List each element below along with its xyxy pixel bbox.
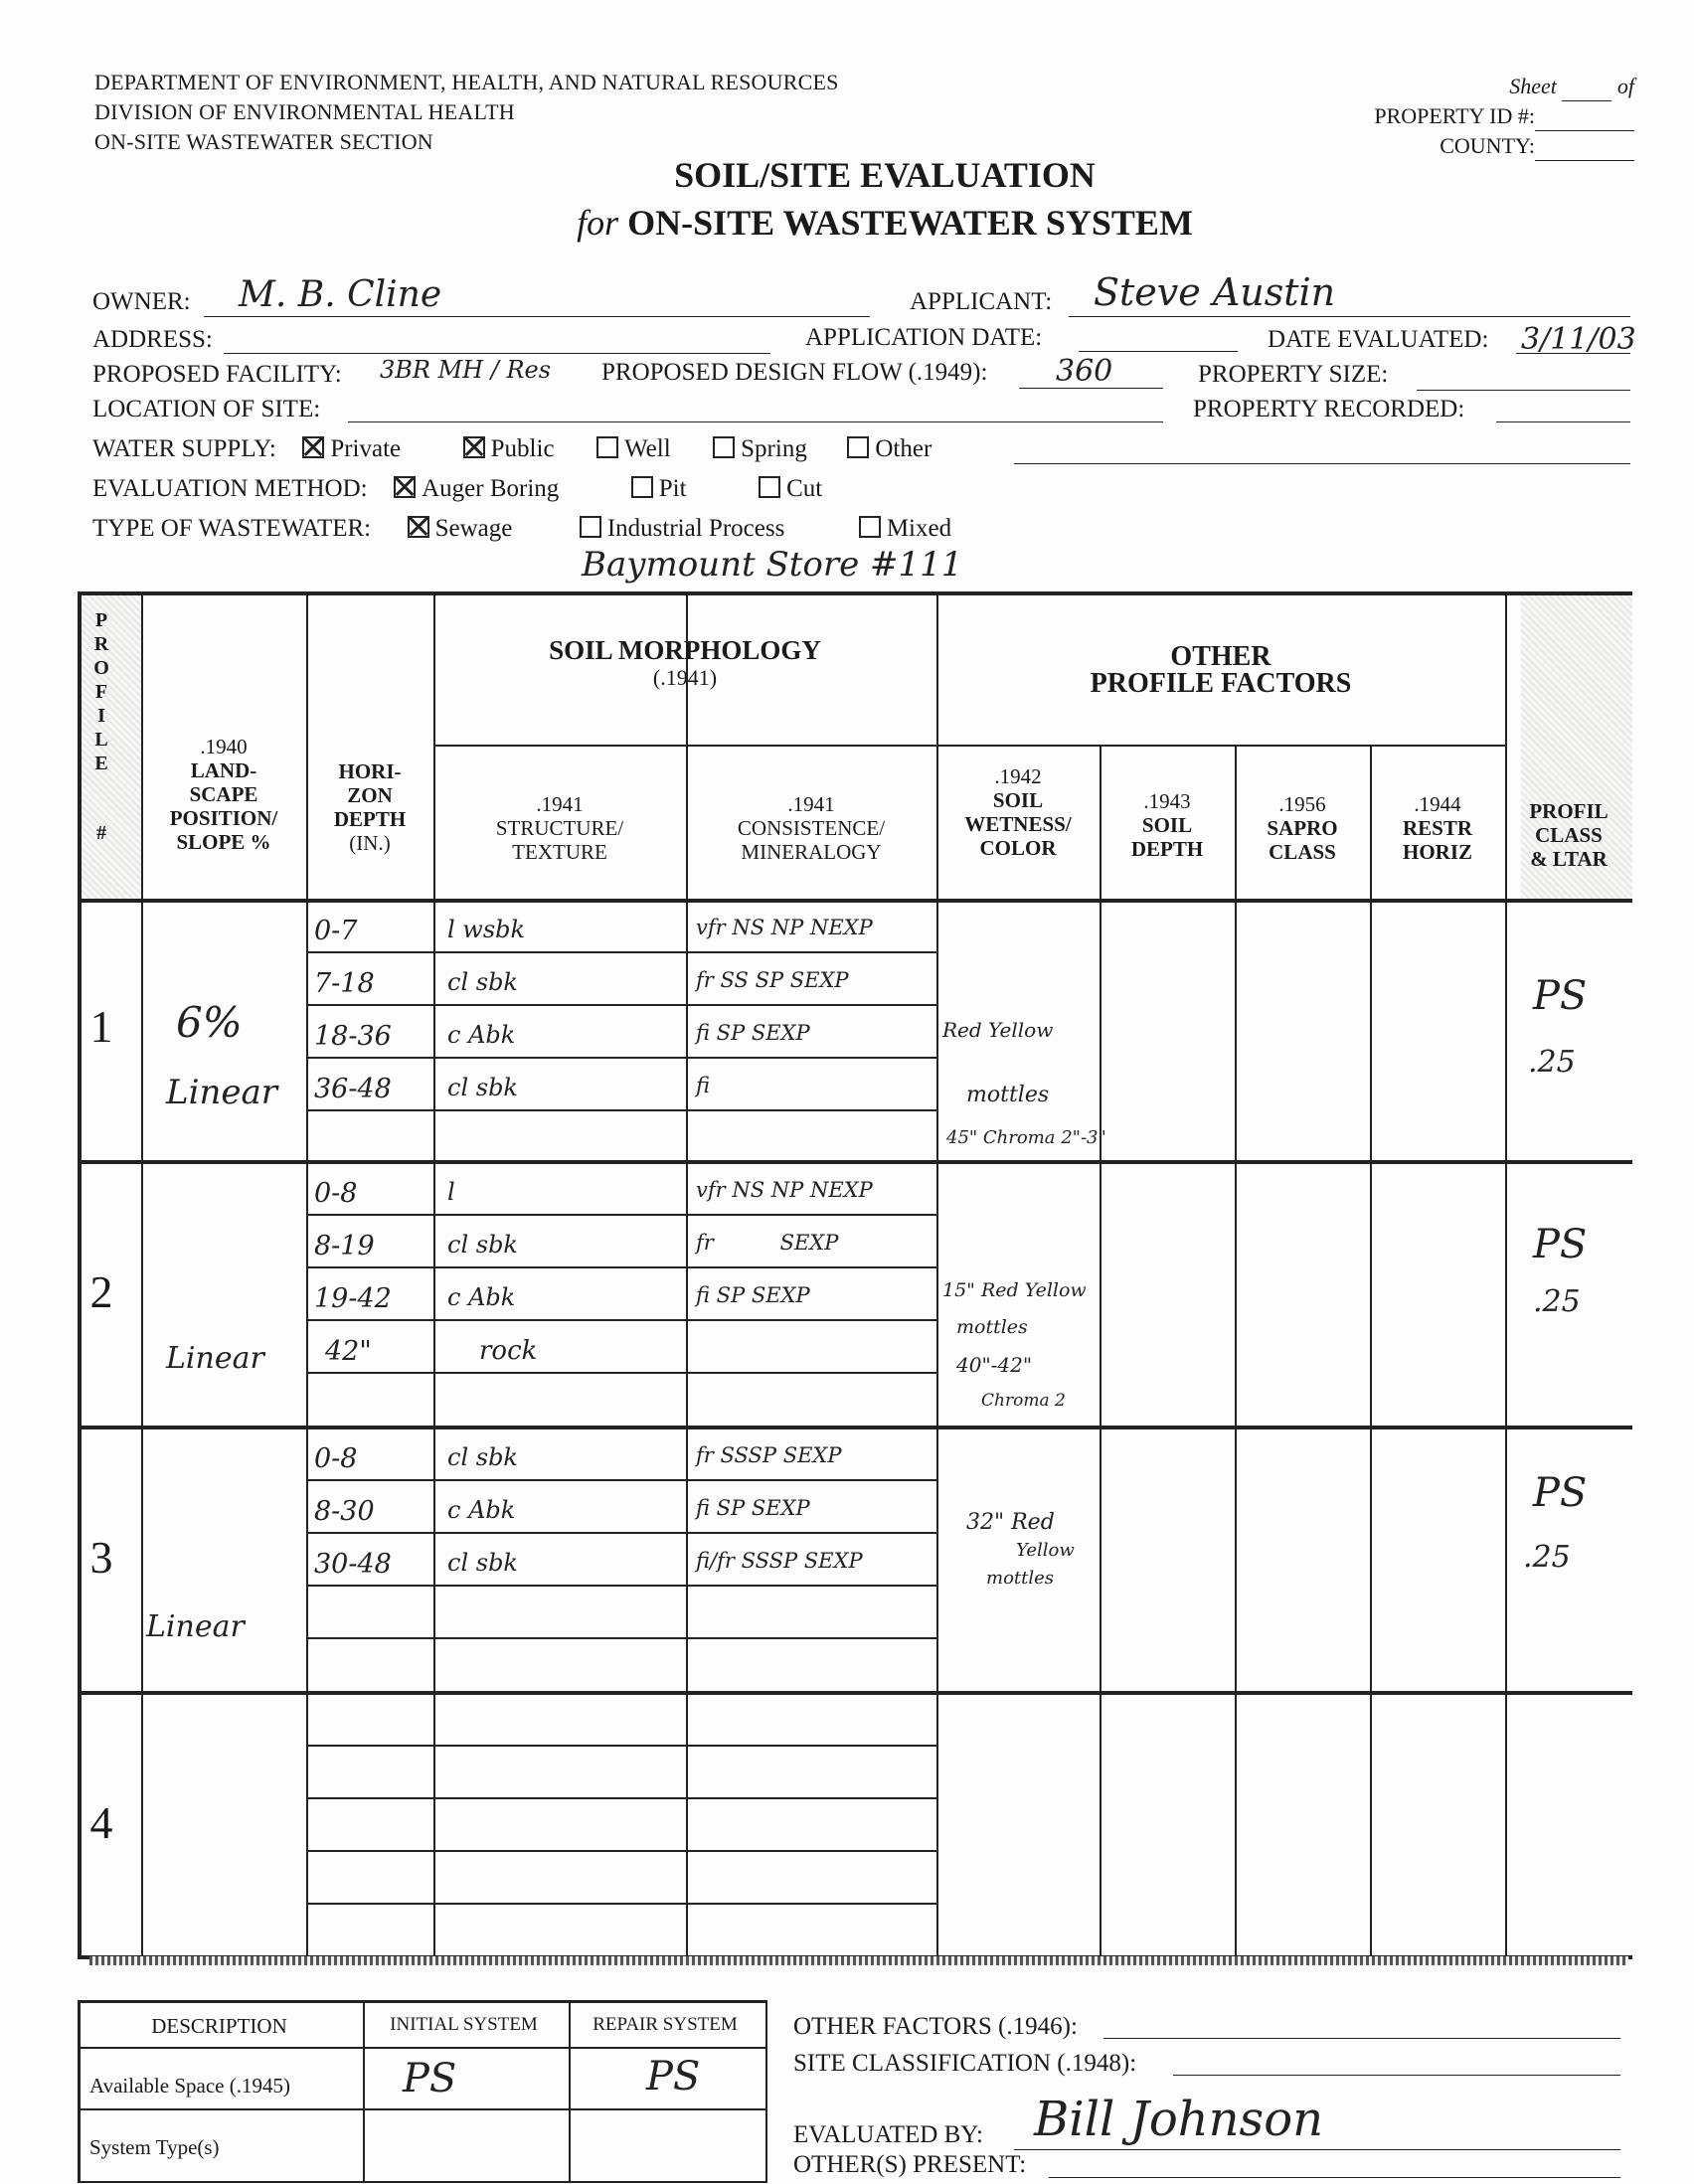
profile-letter: L <box>94 729 108 751</box>
mixed-label: Mixed <box>886 515 952 542</box>
wetness-value: Chroma 2 <box>981 1391 1066 1411</box>
profile-letter: I <box>97 705 105 727</box>
profile-number: 2 <box>89 1266 113 1317</box>
auger-boring-label: Auger Boring <box>422 475 560 502</box>
wetness-value: mottles <box>986 1568 1055 1589</box>
horizon-depth: 0-8 <box>314 1178 358 1209</box>
sapro-header <box>1235 792 1370 864</box>
application-date-label: APPLICATION DATE: <box>805 324 1043 351</box>
row-line <box>306 951 936 953</box>
soil-morphology-title: SOIL MORPHOLOGY <box>549 635 821 665</box>
spring-checkbox[interactable] <box>713 436 735 458</box>
landscape-line: SCAPE <box>189 782 258 806</box>
profile-class-header <box>1505 799 1632 871</box>
owner-label: OWNER: <box>92 288 191 315</box>
sewage-label: Sewage <box>434 515 513 542</box>
well-checkbox[interactable] <box>596 436 618 458</box>
ltar-value: .25 <box>1528 1045 1576 1080</box>
property-size-label: PROPERTY SIZE: <box>1198 361 1389 388</box>
available-space-initial[interactable]: PS <box>403 2056 457 2101</box>
class-line: PROFIL <box>1529 799 1609 823</box>
wastewater-type-row <box>92 515 951 543</box>
sapro-line: SAPRO <box>1267 816 1338 840</box>
available-space-label: Available Space (.1945) <box>89 2074 290 2098</box>
design-flow-field[interactable]: 360 <box>1056 354 1113 389</box>
profile-class: PS <box>1533 1470 1588 1516</box>
ltar-value: .25 <box>1533 1284 1581 1319</box>
wetness-value: mottles <box>956 1316 1028 1338</box>
wetness-line: SOIL <box>992 788 1044 812</box>
form-subtitle <box>0 202 1694 244</box>
structure-value: cl sbk <box>447 1074 518 1101</box>
horizon-header <box>306 759 433 855</box>
consistence-value: vfr NS NP NEXP <box>696 1178 873 1202</box>
soil-depth-line: DEPTH <box>1130 837 1204 861</box>
slope-value: 6% <box>176 998 243 1047</box>
restr-line: RESTR <box>1402 816 1473 840</box>
sewage-checkbox[interactable] <box>408 516 429 538</box>
profile-class: PS <box>1533 1222 1588 1267</box>
wetness-line: COLOR <box>979 836 1057 860</box>
location-field[interactable] <box>348 421 1163 422</box>
horizon-depth: 0-7 <box>314 916 358 946</box>
section-name: ON-SITE WASTEWATER SECTION <box>94 129 433 154</box>
row-cell <box>569 2108 767 2183</box>
spring-label: Spring <box>741 435 807 462</box>
for-word: for <box>577 203 619 243</box>
horizon-depth: 42" <box>325 1336 372 1367</box>
structure-value: cl sbk <box>447 1443 518 1471</box>
class-line: & LTAR <box>1530 847 1608 871</box>
profile-letter: O <box>93 657 109 679</box>
wetness-code: .1942 <box>994 764 1042 788</box>
date-evaluated-label: DATE EVALUATED: <box>1268 326 1489 353</box>
soil-depth-line: SOIL <box>1141 813 1193 837</box>
wetness-value: 15" Red Yellow <box>942 1279 1087 1301</box>
system-type-label: System Type(s) <box>89 2135 220 2159</box>
consistence-value: fi SP SEXP <box>696 1496 810 1520</box>
wetness-value: 40"-42" <box>956 1353 1033 1377</box>
site-class-field[interactable] <box>1173 2075 1620 2076</box>
form-title: SOIL/SITE EVALUATION <box>674 155 1096 195</box>
landscape-line: SLOPE % <box>176 830 271 854</box>
applicant-label: APPLICANT: <box>910 288 1053 315</box>
profile-letter: F <box>94 681 108 703</box>
restr-line: HORIZ <box>1402 840 1472 864</box>
wetness-value: 32" Red <box>966 1510 1055 1535</box>
ltar-value: .25 <box>1523 1540 1571 1575</box>
wetness-line: WETNESS/ <box>964 812 1072 836</box>
landscape-position: Linear <box>146 1609 245 1644</box>
horizon-line: HORI- <box>338 759 402 783</box>
address-label: ADDRESS: <box>92 326 213 353</box>
of-label: of <box>1616 74 1634 98</box>
consistence-value: fi/fr SSSP SEXP <box>696 1549 863 1573</box>
other-factors-heading <box>936 643 1505 697</box>
structure-value: l <box>447 1178 455 1206</box>
repair-system-header: REPAIR SYSTEM <box>593 2014 738 2035</box>
col-divider <box>1235 745 1237 1955</box>
col-divider <box>1370 745 1372 1955</box>
landscape-position: Linear <box>166 1341 264 1376</box>
proposed-facility-label: PROPOSED FACILITY: <box>92 361 342 388</box>
consistence-value: fi <box>696 1074 711 1097</box>
wetness-value: 45" Chroma 2"-3" <box>946 1127 1106 1148</box>
consistence-value: vfr NS NP NEXP <box>696 916 873 939</box>
owner-field[interactable]: M. B. Cline <box>239 274 442 315</box>
row-line <box>306 1266 936 1268</box>
public-checkbox[interactable] <box>463 436 485 458</box>
initial-system-header: INITIAL SYSTEM <box>390 2014 538 2035</box>
consistence-value: fi SP SEXP <box>696 1021 810 1045</box>
soil-depth-header <box>1100 789 1235 861</box>
wastewater-type-label: TYPE OF WASTEWATER: <box>92 515 372 542</box>
wetness-value: Yellow <box>1016 1540 1075 1561</box>
horizon-line: DEPTH <box>333 807 407 831</box>
description-header: DESCRIPTION <box>151 2014 287 2038</box>
water-supply-label: WATER SUPPLY: <box>92 435 276 462</box>
other-factors-title2: PROFILE FACTORS <box>1090 668 1352 699</box>
horizon-depth: 0-8 <box>314 1443 358 1474</box>
evaluated-by-underline <box>1014 2149 1620 2150</box>
structure-value: l wsbk <box>447 916 526 943</box>
private-label: Private <box>330 435 402 462</box>
application-date-field[interactable] <box>1079 351 1238 352</box>
sapro-line: CLASS <box>1269 840 1336 864</box>
property-recorded-label: PROPERTY RECORDED: <box>1193 396 1465 422</box>
location-note: Baymount Store #111 <box>582 545 963 585</box>
evaluated-by-label: EVALUATED BY: <box>793 2121 983 2148</box>
structure-line: TEXTURE <box>512 840 607 864</box>
profile-letter: R <box>93 633 109 655</box>
row-line <box>306 1745 936 1747</box>
proposed-facility-field[interactable]: 3BR MH / Res <box>380 356 552 384</box>
property-id-label: PROPERTY ID #: <box>1374 103 1535 128</box>
sheet-info <box>1374 72 1634 161</box>
applicant-underline <box>1069 316 1630 317</box>
horizon-depth: 8-19 <box>314 1231 375 1261</box>
row-line <box>306 1532 936 1534</box>
pit-label: Pit <box>658 475 687 502</box>
private-checkbox[interactable] <box>302 436 324 458</box>
sapro-code: .1956 <box>1278 792 1326 816</box>
subtitle-text: ON-SITE WASTEWATER SYSTEM <box>627 203 1193 243</box>
site-class-label: SITE CLASSIFICATION (.1948): <box>793 2050 1137 2077</box>
restr-code: .1944 <box>1414 792 1461 816</box>
profile-letter: E <box>94 753 108 774</box>
profile-separator <box>82 1160 1632 1164</box>
row-line <box>306 1797 936 1799</box>
restr-header <box>1370 792 1505 864</box>
consistence-value: fi SP SEXP <box>696 1283 810 1307</box>
structure-code: .1941 <box>536 792 584 816</box>
county-label: COUNTY: <box>1440 133 1535 158</box>
consistence-line: CONSISTENCE/ <box>737 816 886 840</box>
consistence-value: fr SEXP <box>696 1231 839 1255</box>
landscape-code: .1940 <box>200 735 248 758</box>
consistence-header <box>686 792 936 864</box>
row-line <box>306 1319 936 1321</box>
wetness-value: mottles <box>966 1083 1050 1107</box>
property-size-field[interactable] <box>1417 390 1630 391</box>
cut-label: Cut <box>786 475 823 502</box>
other-factors-field[interactable] <box>1103 2038 1620 2039</box>
row-line <box>306 1109 936 1111</box>
header-bottom <box>82 899 1632 903</box>
structure-line: STRUCTURE/ <box>495 816 624 840</box>
row-line <box>306 1004 936 1006</box>
horizon-depth: 30-48 <box>314 1549 392 1580</box>
mixed-checkbox[interactable] <box>859 516 881 538</box>
row-line <box>306 1850 936 1852</box>
profile-class: PS <box>1533 973 1588 1019</box>
row-line <box>306 1637 936 1639</box>
structure-value: rock <box>479 1336 538 1366</box>
profile-number: 1 <box>89 1001 113 1052</box>
sheet-label: Sheet <box>1509 74 1557 98</box>
row-line <box>306 1479 936 1481</box>
division-name: DIVISION OF ENVIRONMENTAL HEALTH <box>94 99 515 124</box>
address-field[interactable] <box>224 353 770 354</box>
other-checkbox[interactable] <box>847 436 869 458</box>
landscape-position: Linear <box>166 1073 277 1112</box>
available-space-repair[interactable]: PS <box>646 2054 701 2100</box>
structure-value: c Abk <box>447 1283 516 1311</box>
row-cell <box>363 2108 571 2183</box>
profile-number: 4 <box>89 1797 113 1848</box>
soil-morphology-code: (.1941) <box>652 665 718 690</box>
applicant-field[interactable]: Steve Austin <box>1094 270 1336 314</box>
evaluation-method-row <box>92 475 822 503</box>
location-label: LOCATION OF SITE: <box>92 396 321 422</box>
class-line: CLASS <box>1535 823 1603 847</box>
others-present-field[interactable] <box>1049 2177 1620 2178</box>
other-label: Other <box>875 435 932 462</box>
structure-header <box>433 792 686 864</box>
profile-separator <box>82 1691 1632 1695</box>
row-line <box>306 1372 936 1374</box>
evaluated-by-signature: Bill Johnson <box>1034 2092 1323 2147</box>
profile-separator <box>82 1426 1632 1429</box>
other-factors-label: OTHER FACTORS (.1946): <box>793 2013 1078 2040</box>
well-label: Well <box>624 435 671 462</box>
soil-evaluation-table <box>78 591 1632 1959</box>
consistence-value: fr SS SP SEXP <box>696 968 849 992</box>
horizon-line: (IN.) <box>349 831 391 855</box>
agency-header <box>94 68 839 157</box>
structure-value: cl sbk <box>447 1231 518 1259</box>
landscape-line: POSITION/ <box>169 806 278 830</box>
others-present-label: OTHER(S) PRESENT: <box>793 2151 1027 2178</box>
row-line <box>306 1214 936 1216</box>
col-divider <box>1100 745 1101 1955</box>
consistence-line: MINERALOGY <box>741 840 882 864</box>
horizon-depth: 8-30 <box>314 1496 375 1527</box>
row-line <box>306 1903 936 1905</box>
property-recorded-field[interactable] <box>1496 421 1630 422</box>
structure-value: c Abk <box>447 1496 516 1524</box>
industrial-checkbox[interactable] <box>580 516 601 538</box>
landscape-line: LAND- <box>190 758 257 782</box>
public-label: Public <box>490 435 555 462</box>
consistence-code: .1941 <box>787 792 835 816</box>
row-line <box>306 1057 936 1059</box>
divider-hatch <box>89 1956 1628 1965</box>
soil-depth-code: .1943 <box>1143 789 1191 813</box>
dept-name: DEPARTMENT OF ENVIRONMENT, HEALTH, AND NATURAL RESOURCES <box>94 70 839 94</box>
row-cell <box>363 2047 571 2110</box>
structure-value: c Abk <box>447 1021 516 1049</box>
water-supply-row <box>92 435 932 463</box>
horizon-depth: 36-48 <box>314 1074 392 1104</box>
owner-underline <box>204 316 870 317</box>
structure-value: cl sbk <box>447 968 518 996</box>
design-flow-label: PROPOSED DESIGN FLOW (.1949): <box>601 359 988 386</box>
auger-boring-checkbox[interactable] <box>394 476 416 498</box>
profile-number: 3 <box>89 1532 113 1583</box>
consistence-value: fr SSSP SEXP <box>696 1443 842 1467</box>
horizon-depth: 7-18 <box>314 968 375 999</box>
other-water-field[interactable] <box>1014 463 1630 464</box>
profile-letter: P <box>94 609 108 631</box>
header-divider <box>433 745 1505 747</box>
industrial-label: Industrial Process <box>606 515 785 542</box>
other-factors-title: OTHER <box>1170 641 1271 672</box>
evaluation-method-label: EVALUATION METHOD: <box>92 475 368 502</box>
horizon-line: ZON <box>347 783 393 807</box>
wetness-value: Red Yellow <box>942 1018 1054 1042</box>
cut-checkbox[interactable] <box>759 476 780 498</box>
wetness-header <box>936 764 1100 860</box>
profile-letter: # <box>96 822 106 844</box>
soil-morphology-heading <box>433 637 936 691</box>
pit-checkbox[interactable] <box>631 476 653 498</box>
horizon-depth: 18-36 <box>314 1021 392 1052</box>
horizon-depth: 19-42 <box>314 1283 392 1314</box>
landscape-header <box>141 735 306 854</box>
row-line <box>306 1585 936 1587</box>
structure-value: cl sbk <box>447 1549 518 1577</box>
date-evaluated-field[interactable]: 3/11/03 <box>1521 322 1636 357</box>
